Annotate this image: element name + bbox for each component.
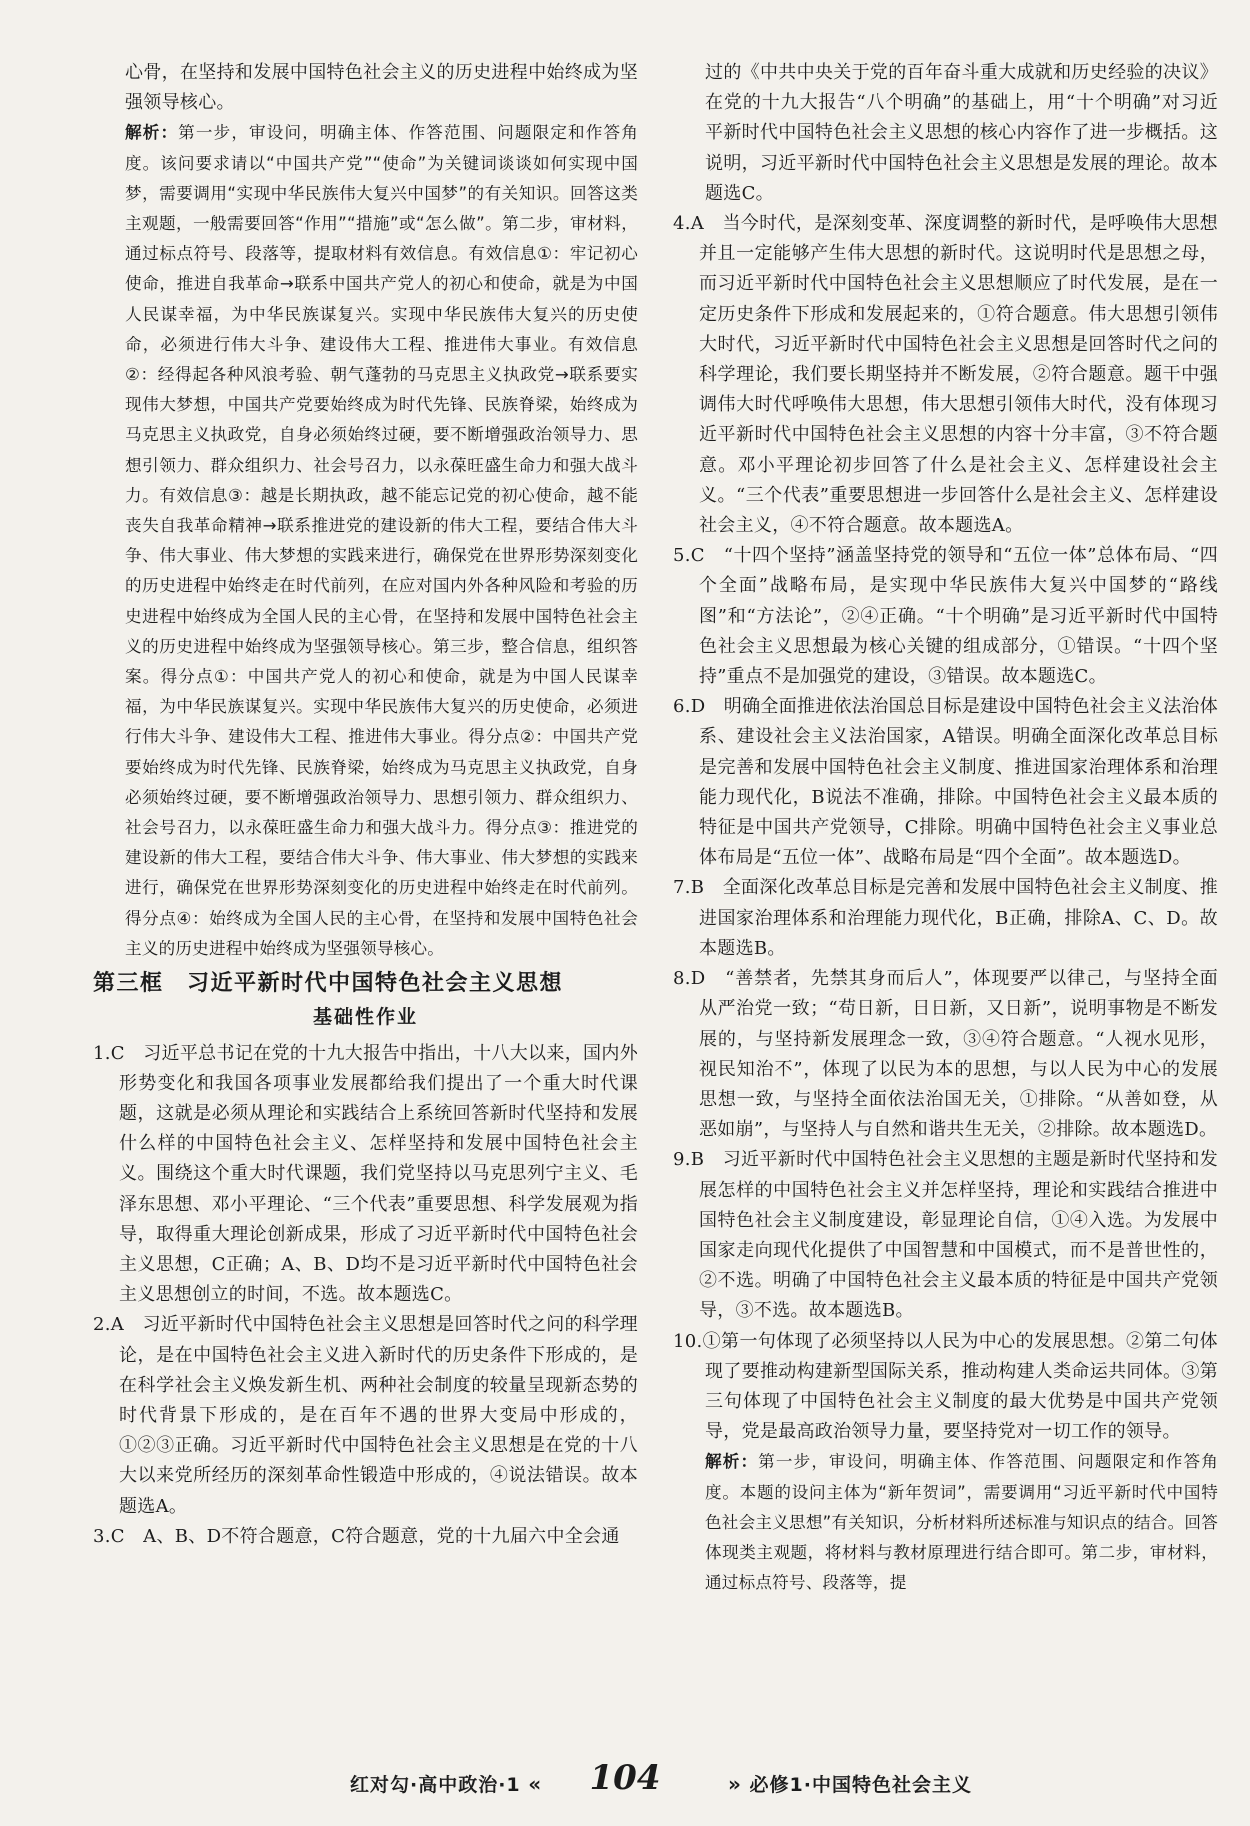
footer-right-text: 必修1·中国特色社会主义 — [749, 1774, 972, 1796]
answer-item: 8.D “善禁者，先禁其身而后人”，体现要严以律己，与坚持全面从严治党一致；“苟日新，日日新，又日新”，说明事物是不断发展的，与坚持新发展理念一致，③④符合题意。“人视水见形，视民知治不”，体现了以民为本的思想，与以人民为中心的发展思想一致，与坚持全面依法治国无关，①排除。“从善如登，从恶如崩”，与坚持人与自然和谐共生无关，②排除。故本题选D。 — [673, 968, 1218, 1141]
answer-item: 5.C “十四个坚持”涵盖坚持党的领导和“五位一体”总体布局、“四个全面”战略布局，是实现中华民族伟大复兴中国梦的“路线图”和“方法论”，②④正确。“十个明确”是习近平新时代中国特色社会主义思想最为核心关键的组成部分，①错误。“十四个坚持”重点不是加强党的建设，③错误。故本题选C。 — [673, 545, 1218, 688]
footer-book-title — [350, 1770, 542, 1797]
footer-left-text: 红对勾·高中政治·1 — [350, 1774, 521, 1796]
answer-item: 过的《中共中央关于党的百年奋斗重大成就和历史经验的决议》在党的十九大报告“八个明确”的基础上，用“十个明确”对习近平新时代中国特色社会主义思想的核心内容作了进一步概括。这说明，习近平新时代中国特色社会主义思想是发展的理论。故本题选C。 — [705, 62, 1218, 204]
answer-item: 7.B 全面深化改革总目标是完善和发展中国特色社会主义制度、推进国家治理体系和治理能力现代化，B正确，排除A、C、D。故本题选B。 — [673, 877, 1218, 959]
page-footer — [0, 1758, 1250, 1804]
answer-item: 2.A 习近平新时代中国特色社会主义思想是回答时代之问的科学理论，是在中国特色社会主义进入新时代的历史条件下形成的，是在科学社会主义焕发新生机、两种社会制度的较量呈现新态势的时代背景下形成的，是在百年不遇的世界大变局中形成的，①②③正确。习近平新时代中国特色社会主义思想是在党的十八大以来党所经历的深刻革命性锻造中形成的，④说法错误。故本题选A。 — [93, 1314, 638, 1517]
answer-item: 1.C 习近平总书记在党的十九大报告中指出，十八大以来，国内外形势变化和我国各项事业发展都给我们提出了一个重大时代课题，这就是必须从理论和实践结合上系统回答新时代坚持和发展什么样的中国特色社会主义、怎样坚持和发展中国特色社会主义。围绕这个重大时代课题，我们党坚持以马克思列宁主义、毛泽东思想、邓小平理论、“三个代表”重要思想、科学发展观为指导，取得重大理论创新成果，形成了习近平新时代中国特色社会主义思想，C正确；A、B、D均不是习近平新时代中国特色社会主义思想创立的时间，不选。故本题选C。 — [93, 1042, 638, 1306]
answer-item: 4.A 当今时代，是深刻变革、深度调整的新时代，是呼唤伟大思想并且一定能够产生伟大思想的新时代。这说明时代是思想之母，而习近平新时代中国特色社会主义思想顺应了时代发展，是在一定历史条件下形成和发展起来的，①符合题意。伟大思想引领伟大时代，习近平新时代中国特色社会主义思想是回答时代之问的科学理论，我们要长期坚持并不断发展，②符合题意。题干中强调伟大时代呼唤伟大思想，伟大思想引领伟大时代，没有体现习近平新时代中国特色社会主义思想的内容十分丰富，③不符合题意。邓小平理论初步回答了什么是社会主义、怎样建设社会主义。“三个代表”重要思想进一步回答什么是社会主义、怎样建设社会主义，④不符合题意。故本题选A。 — [673, 213, 1218, 537]
answer-item: 10.①第一句体现了必须坚持以人民为中心的发展思想。②第二句体现了要推动构建新型国际关系，推动构建人类命运共同体。③第三句体现了中国特色社会主义制度的最大优势是中国共产党领导，党是最高政治领导力量，要坚持党对一切工作的领导。 — [673, 1330, 1218, 1443]
section-subtitle: 基础性作业 — [312, 1006, 418, 1029]
analysis-label: 解析： — [125, 123, 179, 143]
chevron-left-icon: « — [528, 1772, 543, 1796]
analysis-paragraph — [93, 118, 638, 964]
section-title: 第三框 习近平新时代中国特色社会主义思想 — [93, 970, 564, 997]
analysis-text: 第一步，审设问，明确主体、作答范围、问题限定和作答角度。该问要求请以“中国共产党”“使命”为关键词谈谈如何实现中国梦，需要调用“实现中华民族伟大复兴中国梦”的有关知识。回答这类主观题，一般需要回答“作用”“措施”或“怎么做”。第二步，审材料，通过标点符号、段落等，提取材料有效信息。有效信息①：牢记初心使命，推进自我革命→联系中国共产党人的初心和使命，就是为中国人民谋幸福，为中华民族谋复兴。实现中华民族伟大复兴的历史使命，必须进行伟大斗争、建设伟大工程、推进伟大事业。有效信息②：经得起各种风浪考验、朝气蓬勃的马克思主义执政党→联系要实现伟大梦想，中国共产党要始终成为时代先锋、民族脊梁，始终成为马克思主义执政党，自身必须始终过硬，要不断增强政治领导力、思想引领力、群众组织力、社会号召力，以永葆旺盛生命力和强大战斗力。有效信息③：越是长期执政，越不能忘记党的初心使命，越不能丧失自我革命精神→联系推进党的建设新的伟大工程，要结合伟大斗争、伟大事业、伟大梦想的实践来进行，确保党在世界形势深刻变化的历史进程中始终走在时代前列，在应对国内外各种风险和考验的历史进程中始终成为全国人民的主心骨，在坚持和发展中国特色社会主义的历史进程中始终成为坚强领导核心。第三步，整合信息，组织答案。得分点①：中国共产党人的初心和使命，就是为中国人民谋幸福，为中华民族谋复兴。实现中华民族伟大复兴的历史使命，必须进行伟大斗争、建设伟大工程、推进伟大事业。得分点②：中国共产党要始终成为时代先锋、民族脊梁，始终成为马克思主义执政党，自身必须始终过硬，要不断增强政治领导力、思想引领力、群众组织力、社会号召力，以永葆旺盛生命力和强大战斗力。得分点③：推进党的建设新的伟大工程，要结合伟大斗争、伟大事业、伟大梦想的实践来进行，确保党在世界形势深刻变化的历史进程中始终走在时代前列。得分点④：始终成为全国人民的主心骨，在坚持和发展中国特色社会主义的历史进程中始终成为坚强领导核心。 — [125, 123, 638, 958]
chevron-right-icon: » — [728, 1772, 742, 1796]
answer-item: 3.C A、B、D不符合题意，C符合题意，党的十九届六中全会通 — [93, 1525, 620, 1547]
footer-module-title — [728, 1770, 972, 1797]
answer-item: 9.B 习近平新时代中国特色社会主义思想的主题是新时代坚持和发展怎样的中国特色社会主义并怎样坚持，理论和实践结合推进中国特色社会主义制度建设，彰显理论自信，①④入选。为发展中国家走向现代化提供了中国智慧和中国模式，而不是普世性的，②不选。明确了中国特色社会主义最本质的特征是中国共产党领导，③不选。故本题选B。 — [673, 1149, 1218, 1322]
analysis-paragraph — [673, 1447, 1218, 1598]
page-number: 104 — [589, 1758, 661, 1798]
left-column — [93, 58, 638, 1552]
analysis-text: 第一步，审设问，明确主体、作答范围、问题限定和作答角度。本题的设问主体为“新年贺词”，需要调用“习近平新时代中国特色社会主义思想”有关知识，分析材料所述标准与知识点的结合。回答体现类主观题，将材料与教材原理进行结合即可。第二步，审材料，通过标点符号、段落等，提 — [705, 1452, 1218, 1593]
analysis-label: 解析： — [705, 1452, 759, 1472]
intro-paragraph: 心骨，在坚持和发展中国特色社会主义的历史进程中始终成为坚强领导核心。 — [125, 62, 638, 114]
right-column — [673, 58, 1218, 1598]
answer-item: 6.D 明确全面推进依法治国总目标是建设中国特色社会主义法治体系、建设社会主义法治国家，A错误。明确全面深化改革总目标是完善和发展中国特色社会主义制度、推进国家治理体系和治理能力现代化，B说法不准确，排除。中国特色社会主义最本质的特征是中国共产党领导，C排除。明确中国特色社会主义事业总体布局是“五位一体”、战略布局是“四个全面”。故本题选D。 — [673, 696, 1218, 869]
